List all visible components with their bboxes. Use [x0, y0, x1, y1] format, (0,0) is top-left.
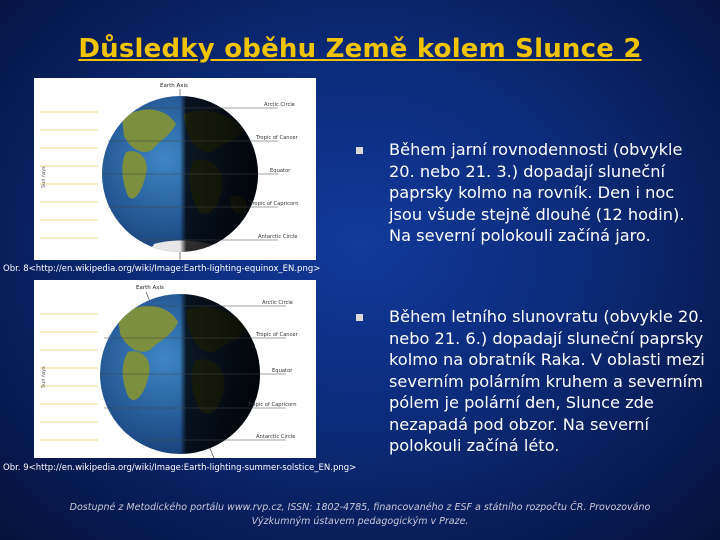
tropic-of-cancer-label: Tropic of Cancer: [256, 332, 298, 338]
figure-caption-solstice: Obr. 9<http://en.wikipedia.org/wiki/Image:Earth-lighting-summer-solstice_EN.png>: [3, 463, 357, 473]
footer-source: Dostupné z Metodického portálu www.rvp.cz, ISSN: 1802-4785, financovaného z ESF a státního rozpočtu ČR. Provozováno Výzkumným ústavem pedagogickým v Praze.: [69, 502, 651, 527]
equator-label: Equator: [272, 368, 293, 374]
sun-rays-label: Sun rays: [41, 366, 47, 388]
earth-axis-label: Earth Axis: [160, 83, 188, 89]
antarctic-circle-label: Antarctic Circle: [256, 434, 296, 440]
arctic-circle-label: Arctic Circle: [262, 300, 293, 306]
bullet-square-icon: [356, 314, 363, 321]
equinox-diagram: [34, 78, 316, 260]
sun-rays-label: Sun rays: [41, 166, 47, 188]
arctic-circle-label: Arctic Circle: [264, 102, 295, 108]
earth-globe: [100, 293, 260, 454]
tropic-of-cancer-label: Tropic of Cancer: [256, 135, 298, 141]
bullet-text: Během jarní rovnodennosti (obvykle 20. nebo 21. 3.) dopadají sluneční paprsky kolmo na rovník. Den i noc jsou všude stejně dlouhé (12 hodin). Na severní polokouli začíná jaro.: [389, 140, 685, 245]
equator-label: Equator: [270, 168, 291, 174]
slide-title: Důsledky oběhu Země kolem Slunce 2: [78, 34, 642, 64]
tropic-of-capricorn-label: Tropic of Capricorn: [250, 201, 299, 207]
summer-solstice-diagram: [34, 280, 316, 458]
sun-rays: [40, 112, 98, 238]
bullet-text: Během letního slunovratu (obvykle 20. nebo 21. 6.) dopadají sluneční paprsky kolmo na obratník Raka. V oblasti mezi severním polárním kruhem a severním pólem je polární den, Slunce zde nezapadá pod obzor. Na severní polokouli začíná léto.: [389, 307, 705, 455]
tropic-of-capricorn-label: Tropic of Capricorn: [248, 402, 297, 408]
earth-axis-label: Earth Axis: [136, 285, 164, 291]
figure-caption-equinox: Obr. 8<http://en.wikipedia.org/wiki/Image:Earth-lighting-equinox_EN.png>: [3, 264, 321, 274]
earth-globe: [102, 96, 258, 260]
antarctic-circle-label: Antarctic Circle: [258, 234, 298, 240]
sun-rays: [40, 314, 98, 440]
bullet-square-icon: [356, 147, 363, 154]
